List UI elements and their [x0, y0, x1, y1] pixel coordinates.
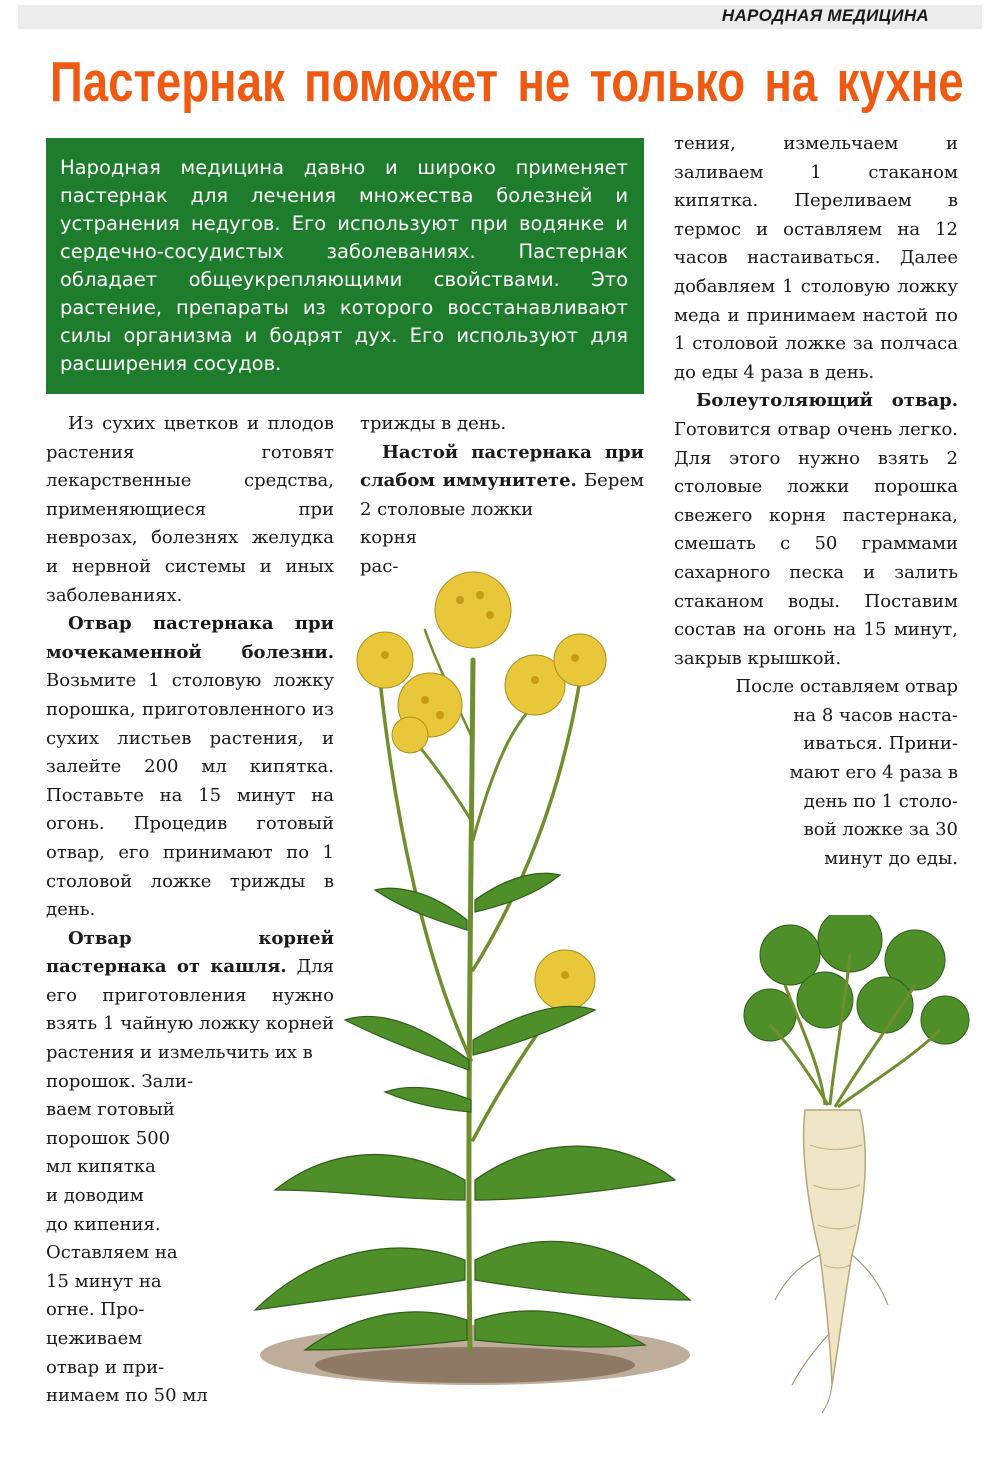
wrapped-lines [674, 673, 958, 873]
text-line: После оставляем отвар [735, 676, 958, 698]
intro-paragraph: Из сухих цветков и плодов растения готовят лекарственные средства, применяющиеся при неврозах, болезнях желудка и нервной системы и иных заболеваниях. [46, 413, 334, 606]
text-line: на 8 часов наста- [793, 704, 958, 726]
continued-text: трижды в день. [360, 413, 507, 434]
text-line: 15 минут на [46, 1270, 162, 1292]
recipe-painkiller [674, 387, 958, 673]
soil-shadow [315, 1347, 635, 1383]
text-line: отвар и при- [46, 1356, 165, 1378]
lead-text: Народная медицина давно и широко применяет пастернак для лечения множества болезней и устранения недугов. Его используют при водянке и сердечно-сосудистых заболеваниях. Пастернак обладает общеукрепляющими свойствами. Это растение, препараты из которого восстанавливают силы организма и бодрят дух. Его используют для расширения сосудов. [60, 156, 628, 375]
parsnip-root-illustration [730, 915, 970, 1415]
text-line: до кипения. [46, 1213, 161, 1235]
text-line: корня [360, 527, 417, 549]
section-label: НАРОДНАЯ МЕДИЦИНА [721, 6, 929, 25]
text-line: мают его 4 раза в [789, 762, 958, 784]
text-line: вой ложке за 30 [803, 819, 958, 841]
text-line: иваться. Прини- [803, 733, 958, 755]
text-line: рас- [360, 555, 399, 577]
text-line: порошок. Зали- [46, 1070, 193, 1092]
text-line: день по 1 столо- [803, 790, 958, 812]
wrapped-lines [46, 1068, 226, 1411]
text-line: ваем готовый [46, 1099, 175, 1121]
recipe-title: Настой пастернака при слабом иммунитете. [360, 441, 644, 492]
root-leaves [744, 915, 969, 1044]
recipe-text: Возьмите 1 столовую ложку порошка, приготовленного из сухих листьев растения, и залейте 200 мл кипятка. Поставьте на 15 минут на огонь. Процедив готовый отвар, его принимают по 1 столовой ложке трижды в день. [46, 670, 334, 921]
article-title: Пастернак поможет не только на кухне [50, 50, 964, 114]
recipe-text: Для его приготовления нужно взять 1 чайную ложку корней растения и измельчить их в [46, 956, 334, 1064]
continued-text: тения, измельчаем и заливаем 1 стаканом кипятка. Переливаем в термос и оставляем на 12 часов настаиваться. Далее добавляем 1 столовую ложку меда и принимаем настой по 1 столовой ложке за полчаса до еды 4 раза в день. [674, 133, 958, 383]
recipe-title: Отвар пастернака при мочекаменной болезни. [46, 613, 334, 663]
parsnip-plant-illustration [235, 540, 705, 1390]
text-line: и доводим [46, 1185, 144, 1207]
text-line: цеживаем [46, 1328, 143, 1349]
recipe-title: Болеутоляющий отвар. [696, 390, 958, 412]
text-line: порошок 500 [46, 1127, 171, 1149]
text-line: огне. Про- [46, 1299, 145, 1321]
text-line: мл кипятка [46, 1156, 156, 1178]
text-line: нимаем по 50 мл [46, 1385, 208, 1407]
recipe-text: Готовится отвар очень легко. Для этого нужно взять 2 столовые ложки порошка свежего корня пастернака, смешать с 50 граммами сахарного песка и залить стаканом воды. Поставим состав на огонь на 15 минут, закрыв крышкой. [674, 418, 958, 669]
recipe-immunity [360, 439, 644, 525]
taproot [804, 1110, 866, 1385]
lead-box [46, 138, 644, 394]
column-3 [674, 130, 958, 873]
text-line: Оставляем на [46, 1242, 178, 1264]
recipe-text: Берем 2 столовые ложки [360, 470, 644, 520]
recipe-title: Отвар корней пастернака от кашля. [46, 927, 334, 978]
text-line: минут до еды. [824, 847, 958, 869]
